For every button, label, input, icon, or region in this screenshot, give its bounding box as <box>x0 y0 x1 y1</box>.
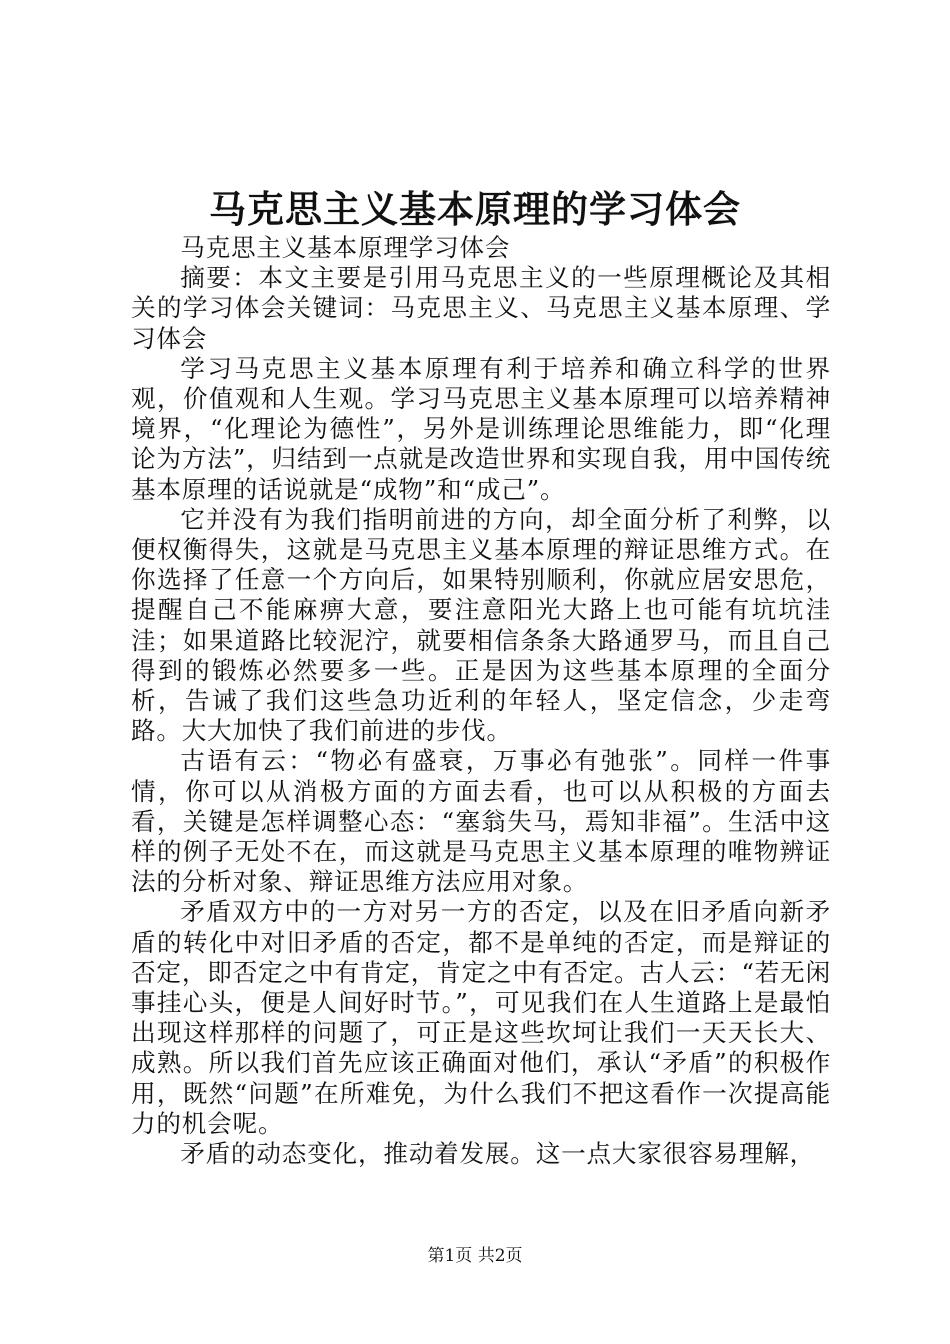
paragraph: 学习马克思主义基本原理有利于培养和确立科学的世界观，价值观和人生观。学习马克思主义基本原理可以培养精神境界，“化理论为德性”，另外是训练理论思维能力，即“化理论为方法”，归结到一点就是改造世界和实现自我，用中国传统基本原理的话说就是“成物”和“成己”。 <box>131 353 831 504</box>
paragraph-subtitle: 马克思主义基本原理学习体会 <box>180 233 511 262</box>
paragraph: 矛盾的动态变化，推动着发展。这一点大家很容易理解， <box>180 1139 816 1169</box>
paragraph: 矛盾双方中的一方对另一方的否定，以及在旧矛盾向新矛盾的转化中对旧矛盾的否定，都不是单纯的否定，而是辩证的否定，即否定之中有肯定，肯定之中有否定。古人云：“若无闲事挂心头，便是人间好时节。”，可见我们在人生道路上是最怕出现这样那样的问题了，可正是这些坎坷让我们一天天长大、成熟。所以我们首先应该正确面对他们，承认“矛盾”的积极作用，既然“问题”在所难免，为什么我们不把这看作一次提高能力的机会呢。 <box>131 897 831 1138</box>
document-body <box>131 233 831 1169</box>
document-title: 马克思主义基本原理的学习体会 <box>209 187 741 231</box>
paragraph: 古语有云：“物必有盛衰，万事必有弛张”。同样一件事情，你可以从消极方面的方面去看，也可以从积极的方面去看，关键是怎样调整心态：“塞翁失马，焉知非福”。生活中这样的例子无处不在，而这就是马克思主义基本原理的唯物辨证法的分析对象、辩证思维方法应用对象。 <box>131 746 831 897</box>
paragraph: 它并没有为我们指明前进的方向，却全面分析了利弊，以便权衡得失，这就是马克思主义基本原理的辩证思维方式。在你选择了任意一个方向后，如果特别顺利，你就应居安思危，提醒自己不能麻痹大意，要注意阳光大路上也可能有坑坑洼洼；如果道路比较泥泞，就要相信条条大路通罗马，而且自己得到的锻炼必然要多一些。正是因为这些基本原理的全面分析，告诫了我们这些急功近利的年轻人，坚定信念，少走弯路。大大加快了我们前进的步伐。 <box>131 504 831 746</box>
paragraph-abstract: 摘要：本文主要是引用马克思主义的一些原理概论及其相关的学习体会关键词：马克思主义、马克思主义基本原理、学习体会 <box>131 263 831 353</box>
page-number-footer: 第1页 共2页 <box>427 1246 523 1266</box>
